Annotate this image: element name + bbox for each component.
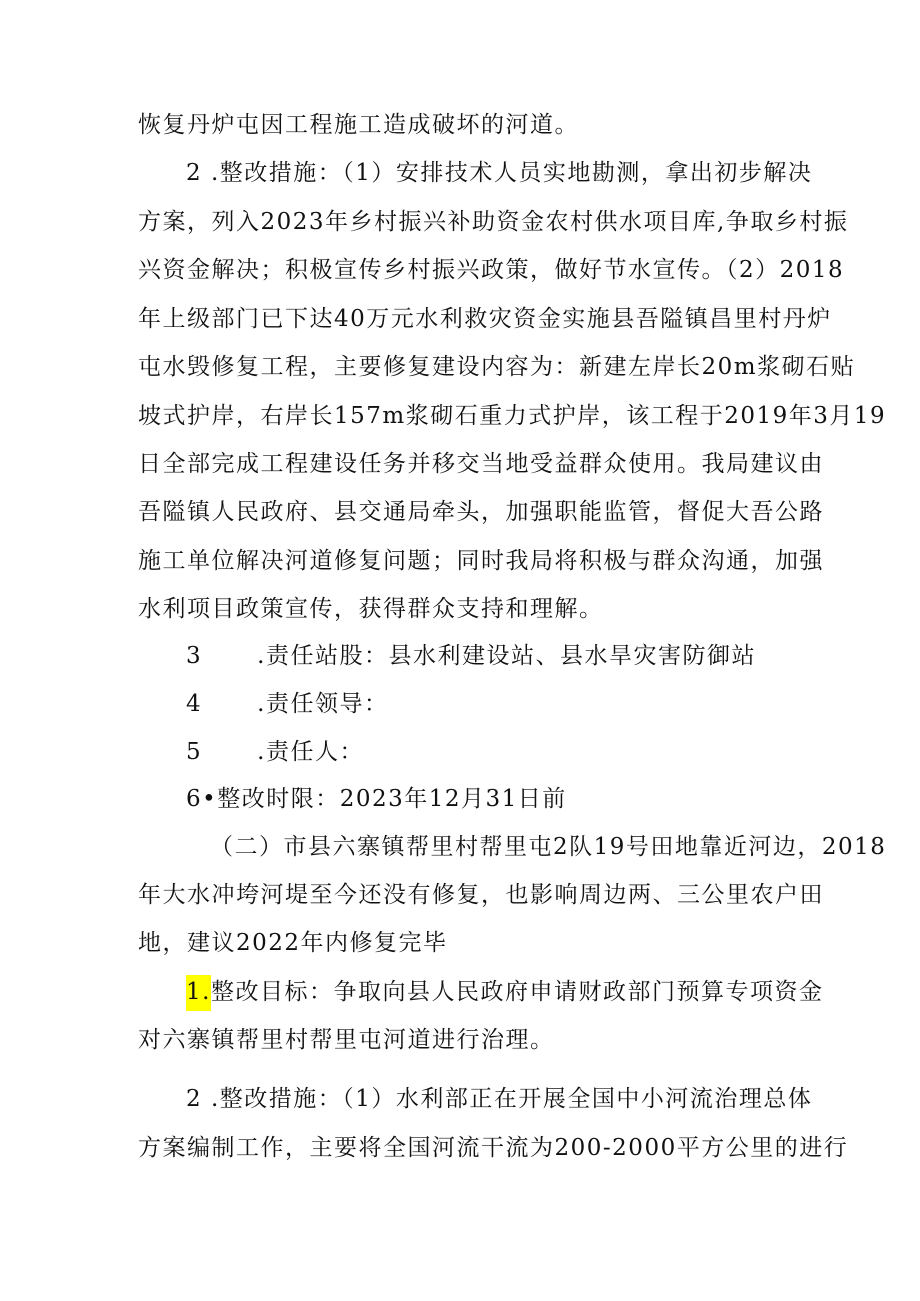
paragraph-line: 水利项目政策宣传，获得群众支持和理解。 xyxy=(138,596,604,622)
list-item xyxy=(186,641,756,671)
list-item-number: 4 xyxy=(186,691,203,717)
paragraph-line: 施工单位解决河道修复问题；同时我局将积极与群众沟通，加强 xyxy=(138,548,824,574)
highlighted-number: 1. xyxy=(186,975,211,1011)
section-heading-line: （二）市县六寨镇帮里村帮里屯2队19号田地靠近河边，2018 xyxy=(210,834,887,860)
paragraph-line: 恢复丹炉屯因工程施工造成破坏的河道。 xyxy=(138,112,579,138)
list-item xyxy=(186,737,364,767)
paragraph-line: 地，建议2022年内修复完毕 xyxy=(138,930,448,956)
paragraph-line: 2 .整改措施：（1）安排技术人员实地勘测，拿出初步解决 xyxy=(186,160,813,186)
list-item-text: .责任人： xyxy=(257,739,364,765)
paragraph-line: 兴资金解决；积极宣传乡村振兴政策，做好节水宣传。（2）2018 xyxy=(138,257,845,283)
paragraph-line: 吾隘镇人民政府、县交通局牵头，加强职能监管，督促大吾公路 xyxy=(138,499,824,525)
paragraph-line: 年上级部门已下达40万元水利救灾资金实施县吾隘镇昌里村丹炉 xyxy=(138,306,832,332)
paragraph-line: 年大水冲垮河堤至今还没有修复，也影响周边两、三公里农户田 xyxy=(138,882,824,908)
list-item-number: 3 xyxy=(186,643,203,669)
list-item-text: .责任站股：县水利建设站、县水旱灾害防御站 xyxy=(257,643,756,669)
list-item xyxy=(186,689,388,719)
goal-text: 整改目标：争取向县人民政府申请财政部门预算专项资金 xyxy=(210,979,824,1005)
paragraph-line: 方案，列入2023年乡村振兴补助资金农村供水项目库,争取乡村振 xyxy=(138,209,849,235)
paragraph-line: 屯水毁修复工程，主要修复建设内容为：新建左岸长20m浆砌石贴 xyxy=(138,354,856,380)
paragraph-line: 2 .整改措施：（1）水利部正在开展全国中小河流治理总体 xyxy=(186,1086,813,1112)
paragraph-line: 坡式护岸，右岸长157m浆砌石重力式护岸，该工程于2019年3月19 xyxy=(138,403,887,429)
paragraph-line: 日全部完成工程建设任务并移交当地受益群众使用。我局建议由 xyxy=(138,451,824,477)
list-item-text: .责任领导： xyxy=(257,691,389,717)
goal-line xyxy=(186,977,823,1007)
paragraph-line: 对六寨镇帮里村帮里屯河道进行治理。 xyxy=(138,1027,555,1053)
list-item-number: 5 xyxy=(186,739,203,765)
deadline-line: 6•整改时限：2023年12月31日前 xyxy=(186,786,567,812)
paragraph-line: 方案编制工作，主要将全国河流干流为200-2000平方公里的进行 xyxy=(138,1135,849,1161)
